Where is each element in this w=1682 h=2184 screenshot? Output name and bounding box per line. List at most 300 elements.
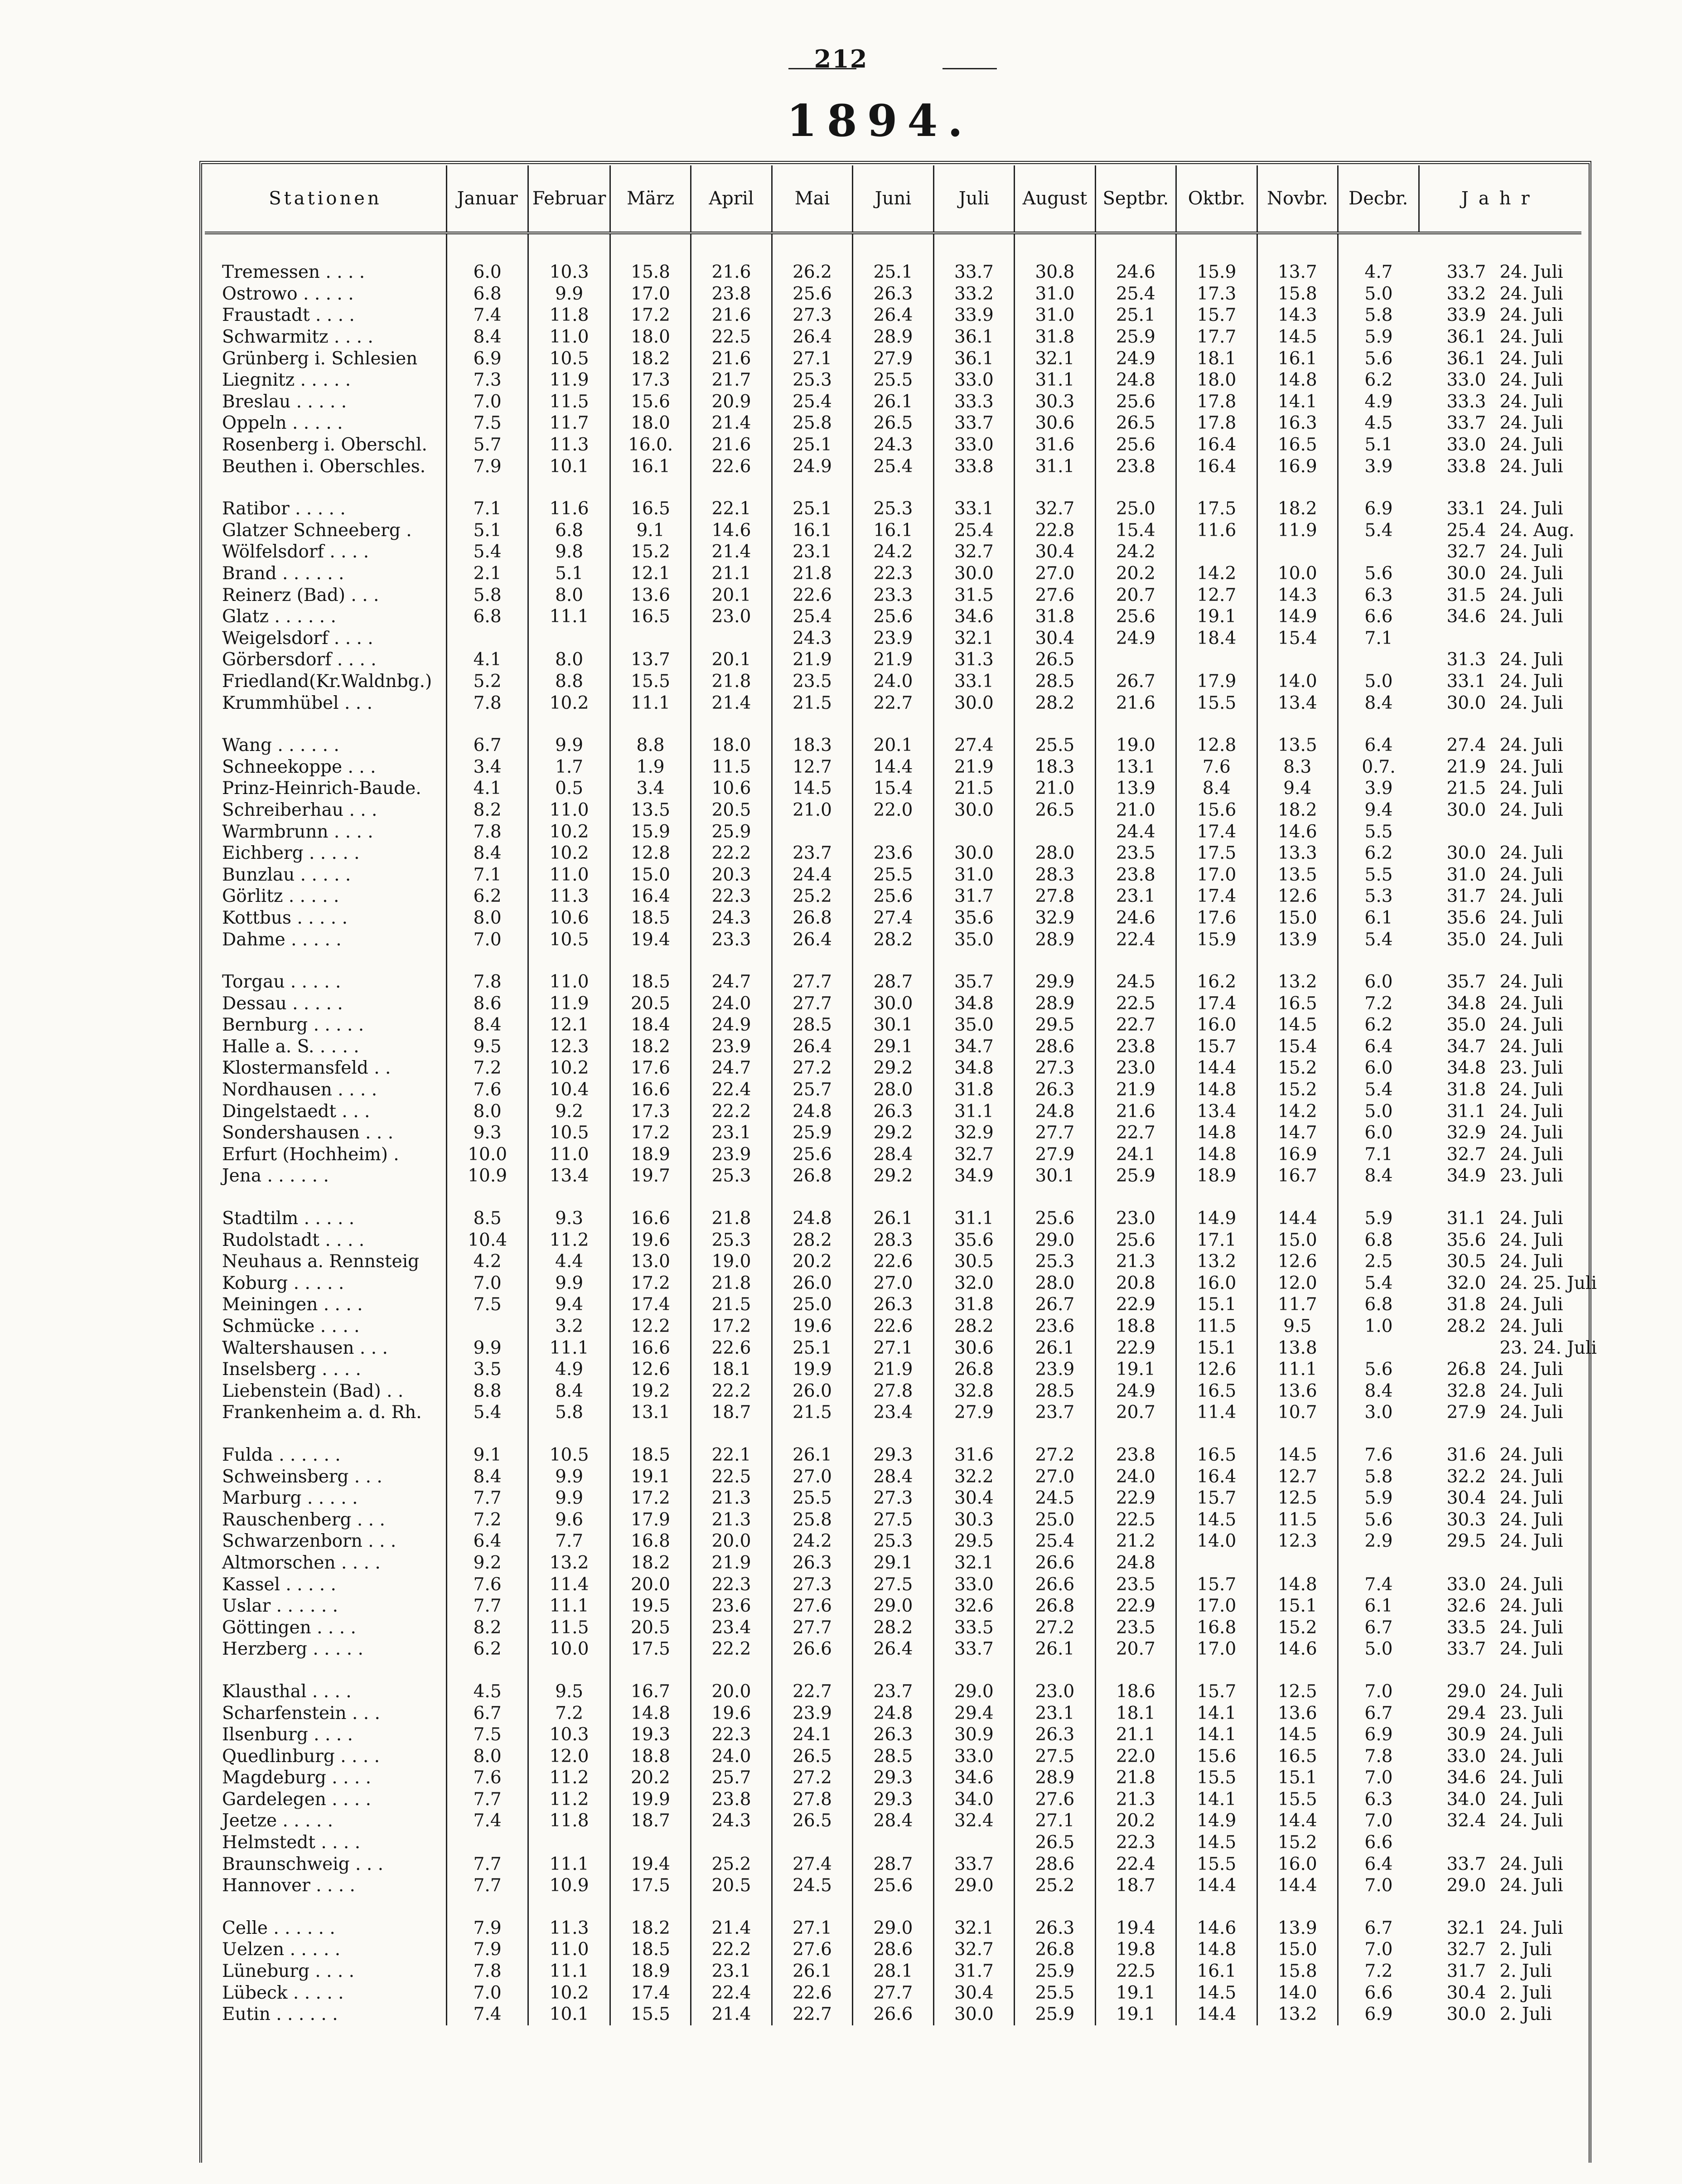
cell-maerz: 17.3 bbox=[610, 369, 691, 391]
cell-april: 22.5 bbox=[691, 1466, 772, 1487]
cell-januar: 6.8 bbox=[446, 283, 528, 305]
cell-august: 27.9 bbox=[1015, 1144, 1095, 1166]
cell-mai: 19.6 bbox=[772, 1316, 852, 1337]
cell-mai: 24.3 bbox=[772, 628, 852, 649]
cell-januar: 2.1 bbox=[446, 563, 528, 585]
cell-september: 20.2 bbox=[1095, 1810, 1176, 1832]
cell-november bbox=[1257, 1552, 1338, 1574]
cell-mai: 22.7 bbox=[772, 1681, 852, 1703]
cell-november: 13.5 bbox=[1257, 864, 1338, 886]
table-row bbox=[205, 1745, 1581, 1767]
cell-juli: 32.2 bbox=[933, 1466, 1014, 1487]
cell-dezember: 5.4 bbox=[1338, 520, 1419, 542]
cell-januar: 8.8 bbox=[446, 1380, 528, 1402]
cell-station: Stadtilm . . . . . bbox=[222, 1208, 355, 1229]
cell-juli: 32.1 bbox=[933, 1552, 1014, 1574]
cell-oktober: 7.6 bbox=[1176, 756, 1257, 778]
cell-februar: 11.0 bbox=[528, 971, 610, 993]
cell-jahr-datum: 24. Juli bbox=[1499, 1080, 1563, 1100]
cell-oktober: 17.8 bbox=[1176, 412, 1257, 434]
cell-jahr-datum: 24. Juli bbox=[1499, 972, 1563, 993]
cell-jahr-datum: 24. Juli bbox=[1499, 886, 1563, 907]
table-row bbox=[205, 1681, 1581, 1703]
cell-oktober: 15.7 bbox=[1176, 305, 1257, 326]
cell-jahr-datum: 24. Juli bbox=[1499, 864, 1563, 885]
cell-jahr-max: 33.8 bbox=[1446, 456, 1486, 477]
table-row bbox=[205, 1444, 1581, 1466]
table-row bbox=[205, 1079, 1581, 1101]
header-mai: Mai bbox=[772, 165, 852, 233]
cell-april: 22.6 bbox=[691, 1337, 772, 1359]
cell-maerz: 18.0 bbox=[610, 326, 691, 348]
cell-november: 12.6 bbox=[1257, 1251, 1338, 1273]
table-row bbox=[205, 1057, 1581, 1079]
cell-mai: 26.3 bbox=[772, 1552, 852, 1574]
cell-april: 23.9 bbox=[691, 1144, 772, 1166]
cell-jahr-datum: 24. Juli bbox=[1499, 435, 1563, 455]
table-row bbox=[205, 628, 1581, 649]
cell-jahr-datum: 24. Juli bbox=[1499, 1015, 1563, 1036]
cell-jahr-max: 33.0 bbox=[1446, 1574, 1486, 1595]
cell-september: 21.0 bbox=[1095, 799, 1176, 821]
cell-oktober: 14.8 bbox=[1176, 1939, 1257, 1961]
cell-dezember: 7.0 bbox=[1338, 1810, 1419, 1832]
cell-jahr-max: 32.7 bbox=[1446, 1939, 1486, 1960]
cell-maerz: 17.9 bbox=[610, 1509, 691, 1530]
cell-november: 16.5 bbox=[1257, 434, 1338, 456]
table-row bbox=[205, 283, 1581, 305]
cell-februar: 11.5 bbox=[528, 391, 610, 413]
cell-januar: 8.0 bbox=[446, 907, 528, 929]
cell-juli: 33.7 bbox=[933, 1638, 1014, 1660]
cell-august: 25.3 bbox=[1015, 1251, 1095, 1273]
cell-august: 28.5 bbox=[1015, 671, 1095, 692]
cell-maerz: 19.4 bbox=[610, 929, 691, 950]
cell-jahr-datum: 24. Juli bbox=[1499, 456, 1563, 477]
cell-januar: 7.6 bbox=[446, 1079, 528, 1101]
cell-april: 25.3 bbox=[691, 1165, 772, 1187]
cell-mai: 21.0 bbox=[772, 799, 852, 821]
cell-august: 26.3 bbox=[1015, 1079, 1095, 1101]
cell-station: Eutin . . . . . . bbox=[222, 2004, 338, 2025]
cell-februar: 9.8 bbox=[528, 541, 610, 563]
cell-september: 20.7 bbox=[1095, 584, 1176, 606]
cell-november: 15.1 bbox=[1257, 1595, 1338, 1617]
cell-januar: 7.0 bbox=[446, 391, 528, 413]
table-row bbox=[205, 1380, 1581, 1402]
cell-juli: 35.0 bbox=[933, 1014, 1014, 1036]
cell-jahr-max: 21.9 bbox=[1446, 756, 1486, 777]
cell-august: 23.0 bbox=[1015, 1681, 1095, 1703]
cell-april: 25.3 bbox=[691, 1229, 772, 1251]
cell-november: 13.2 bbox=[1257, 971, 1338, 993]
cell-juli: 32.8 bbox=[933, 1380, 1014, 1402]
cell-november: 9.4 bbox=[1257, 778, 1338, 799]
cell-april: 22.2 bbox=[691, 843, 772, 864]
cell-juni: 30.0 bbox=[853, 993, 933, 1014]
cell-mai: 26.2 bbox=[772, 261, 852, 283]
cell-station: Klausthal . . . . bbox=[222, 1681, 352, 1702]
cell-april: 24.3 bbox=[691, 907, 772, 929]
cell-station: Gardelegen . . . . bbox=[222, 1789, 371, 1810]
cell-september: 25.6 bbox=[1095, 1229, 1176, 1251]
cell-maerz: 11.1 bbox=[610, 692, 691, 714]
cell-mai: 26.5 bbox=[772, 1745, 852, 1767]
cell-jahr-max: 30.0 bbox=[1446, 2004, 1486, 2025]
cell-juli: 33.2 bbox=[933, 283, 1014, 305]
cell-jahr-datum: 24. Juli bbox=[1499, 1444, 1563, 1465]
cell-maerz: 16.8 bbox=[610, 1530, 691, 1552]
cell-maerz: 17.2 bbox=[610, 1273, 691, 1294]
cell-januar bbox=[446, 1832, 528, 1854]
table-row bbox=[205, 778, 1581, 799]
cell-oktober: 15.5 bbox=[1176, 692, 1257, 714]
cell-station: Ratibor . . . . . bbox=[222, 499, 346, 519]
cell-september: 25.1 bbox=[1095, 305, 1176, 326]
cell-september: 25.6 bbox=[1095, 434, 1176, 456]
cell-august: 30.6 bbox=[1015, 412, 1095, 434]
cell-maerz: 16.7 bbox=[610, 1681, 691, 1703]
cell-jahr-max: 33.1 bbox=[1446, 671, 1486, 692]
cell-august: 25.5 bbox=[1015, 1982, 1095, 2004]
cell-mai: 23.1 bbox=[772, 541, 852, 563]
cell-januar: 8.4 bbox=[446, 1466, 528, 1487]
cell-juli: 30.0 bbox=[933, 563, 1014, 585]
cell-station: Beuthen i. Oberschles. bbox=[222, 456, 426, 477]
cell-maerz: 18.2 bbox=[610, 348, 691, 369]
cell-august: 29.9 bbox=[1015, 971, 1095, 993]
cell-dezember: 6.0 bbox=[1338, 1057, 1419, 1079]
cell-januar: 8.5 bbox=[446, 1208, 528, 1230]
cell-jahr-max bbox=[1419, 1832, 1495, 1854]
cell-oktober: 11.4 bbox=[1176, 1402, 1257, 1424]
cell-juli: 33.5 bbox=[933, 1617, 1014, 1638]
cell-jahr-max: 31.7 bbox=[1446, 1961, 1486, 1982]
cell-november: 14.6 bbox=[1257, 1638, 1338, 1660]
cell-juni: 25.3 bbox=[853, 498, 933, 520]
cell-august: 26.6 bbox=[1015, 1552, 1095, 1574]
cell-juni: 22.6 bbox=[853, 1316, 933, 1337]
cell-station: Wölfelsdorf . . . . bbox=[222, 542, 369, 562]
cell-juli: 28.2 bbox=[933, 1316, 1014, 1337]
cell-april: 24.7 bbox=[691, 971, 772, 993]
cell-februar: 10.1 bbox=[528, 2004, 610, 2025]
cell-maerz: 15.6 bbox=[610, 391, 691, 413]
cell-april bbox=[691, 1832, 772, 1854]
cell-januar: 4.1 bbox=[446, 649, 528, 671]
cell-april: 20.0 bbox=[691, 1530, 772, 1552]
cell-oktober: 16.5 bbox=[1176, 1444, 1257, 1466]
cell-dezember: 4.5 bbox=[1338, 412, 1419, 434]
cell-jahr-max: 32.8 bbox=[1446, 1380, 1486, 1401]
cell-jahr-datum: 24. Juli bbox=[1499, 370, 1563, 391]
cell-dezember bbox=[1338, 1337, 1419, 1359]
cell-jahr-max: 33.2 bbox=[1446, 283, 1486, 304]
cell-juni: 26.5 bbox=[853, 412, 933, 434]
cell-station: Tremessen . . . . bbox=[222, 262, 365, 283]
cell-februar: 10.4 bbox=[528, 1079, 610, 1101]
cell-dezember: 5.4 bbox=[1338, 1273, 1419, 1294]
cell-februar: 10.2 bbox=[528, 843, 610, 864]
cell-januar: 7.5 bbox=[446, 412, 528, 434]
cell-september: 25.6 bbox=[1095, 391, 1176, 413]
cell-maerz: 13.7 bbox=[610, 649, 691, 671]
cell-oktober: 14.2 bbox=[1176, 563, 1257, 585]
cell-maerz: 17.4 bbox=[610, 1982, 691, 2004]
cell-april: 20.1 bbox=[691, 649, 772, 671]
cell-dezember: 6.7 bbox=[1338, 1702, 1419, 1724]
table-row bbox=[205, 649, 1581, 671]
cell-maerz: 18.7 bbox=[610, 1810, 691, 1832]
cell-mai: 25.1 bbox=[772, 498, 852, 520]
cell-jahr-datum: 24. Juli bbox=[1499, 542, 1563, 562]
cell-juni: 28.1 bbox=[853, 1961, 933, 1982]
cell-juni: 25.1 bbox=[853, 261, 933, 283]
cell-juli: 31.5 bbox=[933, 584, 1014, 606]
table-row bbox=[205, 1530, 1581, 1552]
cell-juni: 29.0 bbox=[853, 1918, 933, 1939]
cell-dezember: 5.9 bbox=[1338, 326, 1419, 348]
cell-september: 24.9 bbox=[1095, 348, 1176, 369]
cell-jahr-datum: 24. Juli bbox=[1499, 348, 1563, 369]
cell-februar: 11.3 bbox=[528, 1918, 610, 1939]
cell-november: 14.0 bbox=[1257, 671, 1338, 692]
cell-juni: 22.7 bbox=[853, 692, 933, 714]
cell-station: Schwarmitz . . . . bbox=[222, 327, 373, 348]
cell-februar: 4.9 bbox=[528, 1359, 610, 1380]
cell-jahr-max: 34.8 bbox=[1446, 993, 1486, 1014]
table-row bbox=[205, 692, 1581, 714]
cell-januar: 6.8 bbox=[446, 606, 528, 628]
cell-april: 22.1 bbox=[691, 1444, 772, 1466]
cell-jahr-max: 27.9 bbox=[1446, 1402, 1486, 1423]
cell-juni: 28.9 bbox=[853, 326, 933, 348]
cell-november: 15.0 bbox=[1257, 1229, 1338, 1251]
cell-november: 13.9 bbox=[1257, 929, 1338, 950]
cell-oktober: 14.8 bbox=[1176, 1079, 1257, 1101]
cell-april: 23.3 bbox=[691, 929, 772, 950]
cell-mai: 21.5 bbox=[772, 1402, 852, 1424]
cell-september: 24.5 bbox=[1095, 971, 1176, 993]
page-number-rule-right bbox=[942, 68, 997, 69]
cell-juli: 35.0 bbox=[933, 929, 1014, 950]
table-row bbox=[205, 821, 1581, 843]
cell-februar: 10.2 bbox=[528, 1057, 610, 1079]
cell-september: 23.5 bbox=[1095, 1617, 1176, 1638]
cell-mai: 27.2 bbox=[772, 1767, 852, 1789]
cell-februar: 9.3 bbox=[528, 1208, 610, 1230]
cell-jahr-max: 35.0 bbox=[1446, 1015, 1486, 1036]
cell-dezember: 5.8 bbox=[1338, 1466, 1419, 1487]
cell-november: 16.7 bbox=[1257, 1165, 1338, 1187]
cell-juni: 25.6 bbox=[853, 886, 933, 907]
cell-dezember: 6.7 bbox=[1338, 1918, 1419, 1939]
cell-jahr-max: 36.1 bbox=[1446, 327, 1486, 348]
cell-oktober: 14.8 bbox=[1176, 1122, 1257, 1144]
cell-mai: 25.6 bbox=[772, 1144, 852, 1166]
cell-januar: 10.4 bbox=[446, 1229, 528, 1251]
cell-september: 23.5 bbox=[1095, 1574, 1176, 1595]
cell-oktober: 17.5 bbox=[1176, 498, 1257, 520]
table-row bbox=[205, 1875, 1581, 1897]
cell-januar: 9.1 bbox=[446, 1444, 528, 1466]
table-row bbox=[205, 1509, 1581, 1530]
cell-jahr-max: 33.3 bbox=[1446, 391, 1486, 412]
cell-november: 13.6 bbox=[1257, 1702, 1338, 1724]
cell-juni: 16.1 bbox=[853, 520, 933, 542]
cell-jahr-max: 29.4 bbox=[1446, 1703, 1486, 1724]
cell-juli: 31.8 bbox=[933, 1294, 1014, 1316]
cell-august: 26.1 bbox=[1015, 1638, 1095, 1660]
cell-dezember: 6.6 bbox=[1338, 606, 1419, 628]
cell-januar: 3.4 bbox=[446, 756, 528, 778]
cell-mai: 24.5 bbox=[772, 1875, 852, 1897]
cell-dezember: 6.1 bbox=[1338, 907, 1419, 929]
cell-juni: 26.3 bbox=[853, 1724, 933, 1746]
cell-februar: 11.3 bbox=[528, 886, 610, 907]
cell-januar: 6.2 bbox=[446, 886, 528, 907]
cell-juni: 28.0 bbox=[853, 1079, 933, 1101]
table-row bbox=[205, 1552, 1581, 1574]
cell-november: 16.9 bbox=[1257, 455, 1338, 477]
cell-jahr-max: 33.7 bbox=[1446, 1854, 1486, 1874]
cell-juli: 31.7 bbox=[933, 1961, 1014, 1982]
cell-april: 21.6 bbox=[691, 305, 772, 326]
cell-mai: 16.1 bbox=[772, 520, 852, 542]
cell-oktober: 8.4 bbox=[1176, 778, 1257, 799]
cell-mai: 25.9 bbox=[772, 1122, 852, 1144]
cell-juli: 31.6 bbox=[933, 1444, 1014, 1466]
cell-juni: 28.4 bbox=[853, 1810, 933, 1832]
cell-jahr-max: 32.7 bbox=[1446, 1144, 1486, 1165]
table-row bbox=[205, 1487, 1581, 1509]
cell-januar: 7.4 bbox=[446, 1810, 528, 1832]
cell-jahr-datum: 24. Juli bbox=[1499, 413, 1563, 434]
cell-august: 26.5 bbox=[1015, 1832, 1095, 1854]
cell-april: 23.6 bbox=[691, 1595, 772, 1617]
cell-april: 23.1 bbox=[691, 1122, 772, 1144]
cell-juni: 21.9 bbox=[853, 1359, 933, 1380]
cell-maerz: 15.0 bbox=[610, 864, 691, 886]
cell-mai: 27.1 bbox=[772, 348, 852, 369]
cell-maerz: 19.6 bbox=[610, 1229, 691, 1251]
cell-mai: 24.8 bbox=[772, 1100, 852, 1122]
cell-juli: 30.0 bbox=[933, 843, 1014, 864]
cell-dezember: 6.2 bbox=[1338, 843, 1419, 864]
cell-juli: 21.9 bbox=[933, 756, 1014, 778]
cell-jahr-max: 30.5 bbox=[1446, 1251, 1486, 1272]
cell-juni: 22.3 bbox=[853, 563, 933, 585]
cell-august: 28.9 bbox=[1015, 993, 1095, 1014]
cell-jahr-datum: 24. Juli bbox=[1499, 1101, 1563, 1122]
cell-juli: 21.5 bbox=[933, 778, 1014, 799]
cell-januar: 4.5 bbox=[446, 1681, 528, 1703]
cell-januar: 7.7 bbox=[446, 1875, 528, 1897]
cell-februar: 10.5 bbox=[528, 1444, 610, 1466]
cell-mai: 21.5 bbox=[772, 692, 852, 714]
cell-august: 23.6 bbox=[1015, 1316, 1095, 1337]
temperature-maxima-table bbox=[205, 165, 1597, 2025]
cell-april: 23.9 bbox=[691, 1036, 772, 1058]
cell-maerz: 19.3 bbox=[610, 1724, 691, 1746]
cell-februar: 12.1 bbox=[528, 1014, 610, 1036]
cell-maerz: 8.8 bbox=[610, 735, 691, 756]
cell-station: Fulda . . . . . . bbox=[222, 1444, 341, 1465]
cell-november: 14.3 bbox=[1257, 584, 1338, 606]
cell-station: Schmücke . . . . bbox=[222, 1316, 360, 1337]
cell-oktober: 11.5 bbox=[1176, 1316, 1257, 1337]
cell-juni: 26.6 bbox=[853, 2004, 933, 2025]
cell-september bbox=[1095, 649, 1176, 671]
table-row bbox=[205, 1638, 1581, 1660]
cell-januar: 7.0 bbox=[446, 1982, 528, 2004]
cell-februar: 11.0 bbox=[528, 864, 610, 886]
cell-juli: 29.4 bbox=[933, 1702, 1014, 1724]
cell-oktober: 14.5 bbox=[1176, 1982, 1257, 2004]
cell-januar: 7.8 bbox=[446, 821, 528, 843]
cell-februar: 4.4 bbox=[528, 1251, 610, 1273]
cell-jahr-datum: 24. Juli bbox=[1499, 1811, 1563, 1831]
cell-jahr-max: 32.7 bbox=[1446, 542, 1486, 562]
cell-maerz: 17.5 bbox=[610, 1638, 691, 1660]
cell-april: 24.7 bbox=[691, 1057, 772, 1079]
cell-februar: 10.9 bbox=[528, 1875, 610, 1897]
header-oktober: Oktbr. bbox=[1176, 165, 1257, 233]
cell-august: 25.5 bbox=[1015, 735, 1095, 756]
cell-dezember: 5.6 bbox=[1338, 348, 1419, 369]
cell-oktober: 16.1 bbox=[1176, 1961, 1257, 1982]
table-row bbox=[205, 391, 1581, 413]
cell-jahr-max: 35.7 bbox=[1446, 972, 1486, 993]
cell-jahr-datum: 24. Juli bbox=[1499, 1574, 1563, 1595]
group-spacer bbox=[205, 1424, 1581, 1444]
cell-jahr-max: 26.8 bbox=[1446, 1359, 1486, 1380]
cell-juni bbox=[853, 1832, 933, 1854]
cell-november: 16.1 bbox=[1257, 348, 1338, 369]
cell-september: 15.4 bbox=[1095, 520, 1176, 542]
cell-april: 21.6 bbox=[691, 434, 772, 456]
cell-april: 23.8 bbox=[691, 1789, 772, 1811]
cell-mai: 26.6 bbox=[772, 1638, 852, 1660]
cell-september: 19.0 bbox=[1095, 735, 1176, 756]
cell-jahr-max: 34.6 bbox=[1446, 606, 1486, 627]
cell-mai: 26.8 bbox=[772, 1165, 852, 1187]
table-row bbox=[205, 971, 1581, 993]
cell-november: 15.2 bbox=[1257, 1617, 1338, 1638]
table-row bbox=[205, 1853, 1581, 1875]
cell-februar: 9.9 bbox=[528, 1487, 610, 1509]
cell-august: 26.3 bbox=[1015, 1918, 1095, 1939]
cell-dezember: 6.8 bbox=[1338, 1229, 1419, 1251]
cell-dezember: 6.1 bbox=[1338, 1595, 1419, 1617]
cell-dezember: 6.7 bbox=[1338, 1617, 1419, 1638]
cell-juli: 33.0 bbox=[933, 434, 1014, 456]
cell-april: 18.1 bbox=[691, 1359, 772, 1380]
table-row bbox=[205, 1316, 1581, 1337]
cell-februar: 13.4 bbox=[528, 1165, 610, 1187]
cell-januar: 7.3 bbox=[446, 369, 528, 391]
cell-februar: 1.7 bbox=[528, 756, 610, 778]
cell-juli: 34.6 bbox=[933, 606, 1014, 628]
cell-dezember: 8.4 bbox=[1338, 1380, 1419, 1402]
cell-dezember: 7.1 bbox=[1338, 628, 1419, 649]
cell-juni: 26.3 bbox=[853, 1100, 933, 1122]
cell-september: 21.3 bbox=[1095, 1251, 1176, 1273]
cell-maerz: 13.0 bbox=[610, 1251, 691, 1273]
cell-august: 26.7 bbox=[1015, 1294, 1095, 1316]
cell-februar: 10.5 bbox=[528, 929, 610, 950]
table-row bbox=[205, 1165, 1581, 1187]
